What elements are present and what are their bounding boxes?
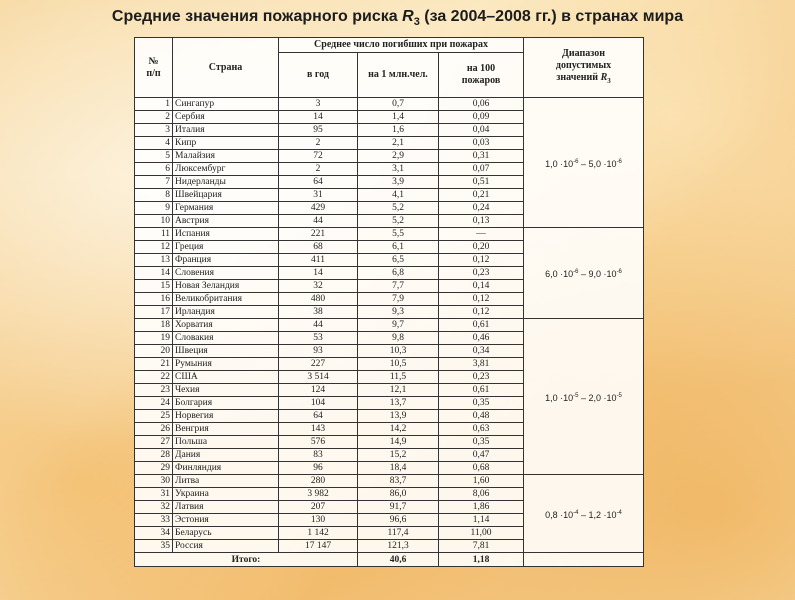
row-number: 2 (135, 111, 173, 124)
row-per-million: 9,3 (358, 306, 439, 319)
row-per-year: 3 982 (279, 488, 358, 501)
row-per-100-fires: 0,23 (439, 267, 524, 280)
row-per-million: 18,4 (358, 462, 439, 475)
row-country: Малайзия (173, 150, 279, 163)
row-per-million: 117,4 (358, 527, 439, 540)
row-country: Польша (173, 436, 279, 449)
header-deaths-group: Среднее число погибших при пожарах (279, 38, 524, 53)
row-per-year: 44 (279, 215, 358, 228)
row-per-million: 2,9 (358, 150, 439, 163)
row-country: США (173, 371, 279, 384)
header-per-million: на 1 млн.чел. (358, 53, 439, 98)
row-per-million: 14,9 (358, 436, 439, 449)
row-per-100-fires: 0,03 (439, 137, 524, 150)
row-per-million: 2,1 (358, 137, 439, 150)
total-label: Итого: (135, 553, 358, 567)
row-per-100-fires: 0,61 (439, 384, 524, 397)
header-per-year: в год (279, 53, 358, 98)
row-country: Кипр (173, 137, 279, 150)
total-row (135, 553, 644, 567)
row-per-100-fires: 0,04 (439, 124, 524, 137)
row-per-million: 4,1 (358, 189, 439, 202)
row-country: Латвия (173, 501, 279, 514)
row-per-year: 429 (279, 202, 358, 215)
row-per-100-fires: 0,12 (439, 306, 524, 319)
row-per-100-fires: 0,48 (439, 410, 524, 423)
row-number: 33 (135, 514, 173, 527)
row-number: 35 (135, 540, 173, 553)
page-title: Средние значения пожарного риска $R_3$ (за 2004–2008 гг.) в странах мира (111, 8, 684, 29)
row-per-100-fires: 7,81 (439, 540, 524, 553)
row-country: Сербия (173, 111, 279, 124)
row-per-million: 10,5 (358, 358, 439, 371)
row-per-100-fires: 0,35 (439, 436, 524, 449)
range-cell: $1,0 \cdot 10^{-5} - 2,0 \cdot 10^{-5}$ (524, 319, 644, 475)
row-country: Словения (173, 267, 279, 280)
row-per-100-fires: 0,34 (439, 345, 524, 358)
row-per-million: 15,2 (358, 449, 439, 462)
row-per-million: 6,1 (358, 241, 439, 254)
row-per-year: 480 (279, 293, 358, 306)
row-per-100-fires: 0,51 (439, 176, 524, 189)
row-number: 8 (135, 189, 173, 202)
table-row (135, 319, 644, 332)
total-per-100-fires: 1,18 (439, 553, 524, 567)
row-per-million: 121,3 (358, 540, 439, 553)
header-per-100-fires: на 100 пожаров (439, 53, 524, 98)
row-country: Литва (173, 475, 279, 488)
range-risk-symbol: R (600, 72, 608, 83)
table-row (135, 98, 644, 111)
risk-symbol: R (402, 8, 414, 25)
row-country: Швейцария (173, 189, 279, 202)
row-per-million: 14,2 (358, 423, 439, 436)
row-per-million: 3,1 (358, 163, 439, 176)
row-number: 1 (135, 98, 173, 111)
risk-subscript: 3 (413, 16, 420, 29)
row-per-year: 207 (279, 501, 358, 514)
row-number: 19 (135, 332, 173, 345)
row-number: 26 (135, 423, 173, 436)
row-country: Словакия (173, 332, 279, 345)
row-per-million: 5,5 (358, 228, 439, 241)
row-per-year: 3 (279, 98, 358, 111)
row-number: 22 (135, 371, 173, 384)
row-per-million: 12,1 (358, 384, 439, 397)
row-country: Швеция (173, 345, 279, 358)
table-row (135, 475, 644, 488)
row-number: 32 (135, 501, 173, 514)
row-per-million: 6,5 (358, 254, 439, 267)
row-number: 30 (135, 475, 173, 488)
row-country: Россия (173, 540, 279, 553)
row-country: Италия (173, 124, 279, 137)
row-per-year: 124 (279, 384, 358, 397)
row-per-100-fires: 0,47 (439, 449, 524, 462)
row-per-year: 227 (279, 358, 358, 371)
row-per-million: 96,6 (358, 514, 439, 527)
row-number: 29 (135, 462, 173, 475)
row-number: 13 (135, 254, 173, 267)
row-per-million: 9,7 (358, 319, 439, 332)
row-per-million: 6,8 (358, 267, 439, 280)
row-per-100-fires: 0,61 (439, 319, 524, 332)
row-country: Нидерланды (173, 176, 279, 189)
row-per-100-fires: 0,14 (439, 280, 524, 293)
row-per-year: 93 (279, 345, 358, 358)
row-per-year: 221 (279, 228, 358, 241)
row-number: 23 (135, 384, 173, 397)
row-per-100-fires: 8,06 (439, 488, 524, 501)
header-country: Страна (173, 38, 279, 98)
range-cell: $0,8 \cdot 10^{-4} - 1,2 \cdot 10^{-4}$ (524, 475, 644, 553)
row-per-year: 38 (279, 306, 358, 319)
row-number: 11 (135, 228, 173, 241)
row-per-million: 13,7 (358, 397, 439, 410)
row-per-100-fires: 0,63 (439, 423, 524, 436)
row-per-million: 11,5 (358, 371, 439, 384)
row-per-million: 91,7 (358, 501, 439, 514)
range-cell: $1,0 \cdot 10^{-6} - 5,0 \cdot 10^{-6}$ (524, 98, 644, 228)
row-per-100-fires: 0,13 (439, 215, 524, 228)
header-num: № п/п (135, 38, 173, 98)
table-body (135, 98, 644, 567)
row-number: 27 (135, 436, 173, 449)
row-number: 21 (135, 358, 173, 371)
row-number: 28 (135, 449, 173, 462)
row-country: Финляндия (173, 462, 279, 475)
row-per-million: 7,7 (358, 280, 439, 293)
row-per-year: 280 (279, 475, 358, 488)
row-per-million: 0,7 (358, 98, 439, 111)
total-range-empty (524, 553, 644, 567)
row-country: Франция (173, 254, 279, 267)
row-per-year: 17 147 (279, 540, 358, 553)
row-per-million: 5,2 (358, 215, 439, 228)
row-per-year: 68 (279, 241, 358, 254)
row-number: 20 (135, 345, 173, 358)
row-country: Хорватия (173, 319, 279, 332)
row-country: Сингапур (173, 98, 279, 111)
row-per-100-fires: 0,07 (439, 163, 524, 176)
row-per-year: 14 (279, 267, 358, 280)
row-number: 3 (135, 124, 173, 137)
row-number: 25 (135, 410, 173, 423)
row-number: 18 (135, 319, 173, 332)
row-per-million: 9,8 (358, 332, 439, 345)
row-number: 17 (135, 306, 173, 319)
row-per-year: 104 (279, 397, 358, 410)
row-country: Австрия (173, 215, 279, 228)
row-number: 10 (135, 215, 173, 228)
row-number: 24 (135, 397, 173, 410)
row-per-100-fires: 0,12 (439, 254, 524, 267)
row-per-million: 13,9 (358, 410, 439, 423)
header-range: Диапазон допустимых значений $R_3$ (524, 38, 644, 98)
row-per-year: 96 (279, 462, 358, 475)
row-per-year: 14 (279, 111, 358, 124)
row-per-year: 3 514 (279, 371, 358, 384)
row-per-million: 83,7 (358, 475, 439, 488)
row-per-100-fires: 0,20 (439, 241, 524, 254)
row-number: 9 (135, 202, 173, 215)
row-per-million: 1,4 (358, 111, 439, 124)
row-per-100-fires: 0,35 (439, 397, 524, 410)
row-country: Испания (173, 228, 279, 241)
row-country: Беларусь (173, 527, 279, 540)
row-per-100-fires: 1,14 (439, 514, 524, 527)
row-per-year: 83 (279, 449, 358, 462)
row-per-100-fires: 0,06 (439, 98, 524, 111)
row-per-100-fires: 1,86 (439, 501, 524, 514)
row-number: 4 (135, 137, 173, 150)
row-per-100-fires: 0,68 (439, 462, 524, 475)
row-per-year: 72 (279, 150, 358, 163)
row-country: Греция (173, 241, 279, 254)
row-number: 14 (135, 267, 173, 280)
row-number: 12 (135, 241, 173, 254)
row-per-100-fires: 11,00 (439, 527, 524, 540)
row-per-year: 64 (279, 410, 358, 423)
row-number: 31 (135, 488, 173, 501)
row-per-million: 1,6 (358, 124, 439, 137)
row-country: Новая Зеландия (173, 280, 279, 293)
row-number: 15 (135, 280, 173, 293)
row-country: Венгрия (173, 423, 279, 436)
row-number: 5 (135, 150, 173, 163)
row-per-100-fires: 0,46 (439, 332, 524, 345)
row-country: Люксембург (173, 163, 279, 176)
row-per-100-fires: 0,09 (439, 111, 524, 124)
fire-risk-table (134, 37, 644, 567)
row-per-year: 576 (279, 436, 358, 449)
row-per-year: 44 (279, 319, 358, 332)
range-cell: $6,0 \cdot 10^{-6} - 9,0 \cdot 10^{-6}$ (524, 228, 644, 319)
total-per-million: 40,6 (358, 553, 439, 567)
row-country: Великобритания (173, 293, 279, 306)
row-per-year: 411 (279, 254, 358, 267)
row-country: Чехия (173, 384, 279, 397)
row-per-year: 143 (279, 423, 358, 436)
row-country: Эстония (173, 514, 279, 527)
row-country: Норвегия (173, 410, 279, 423)
row-country: Болгария (173, 397, 279, 410)
row-per-100-fires: — (439, 228, 524, 241)
row-per-100-fires: 0,23 (439, 371, 524, 384)
row-per-million: 86,0 (358, 488, 439, 501)
row-per-100-fires: 3,81 (439, 358, 524, 371)
table-row (135, 228, 644, 241)
row-per-year: 53 (279, 332, 358, 345)
row-country: Дания (173, 449, 279, 462)
row-number: 7 (135, 176, 173, 189)
row-per-100-fires: 0,31 (439, 150, 524, 163)
row-number: 6 (135, 163, 173, 176)
row-per-year: 2 (279, 163, 358, 176)
row-number: 34 (135, 527, 173, 540)
row-per-million: 3,9 (358, 176, 439, 189)
row-per-year: 64 (279, 176, 358, 189)
row-per-100-fires: 1,60 (439, 475, 524, 488)
row-per-100-fires: 0,21 (439, 189, 524, 202)
row-country: Румыния (173, 358, 279, 371)
row-per-100-fires: 0,12 (439, 293, 524, 306)
row-per-million: 5,2 (358, 202, 439, 215)
row-per-year: 2 (279, 137, 358, 150)
row-per-year: 1 142 (279, 527, 358, 540)
row-per-year: 95 (279, 124, 358, 137)
row-per-year: 32 (279, 280, 358, 293)
row-per-million: 10,3 (358, 345, 439, 358)
fire-risk-table-container (134, 37, 643, 567)
row-per-year: 31 (279, 189, 358, 202)
row-per-100-fires: 0,24 (439, 202, 524, 215)
row-per-year: 130 (279, 514, 358, 527)
row-per-million: 7,9 (358, 293, 439, 306)
row-country: Ирландия (173, 306, 279, 319)
row-country: Украина (173, 488, 279, 501)
row-country: Германия (173, 202, 279, 215)
row-number: 16 (135, 293, 173, 306)
